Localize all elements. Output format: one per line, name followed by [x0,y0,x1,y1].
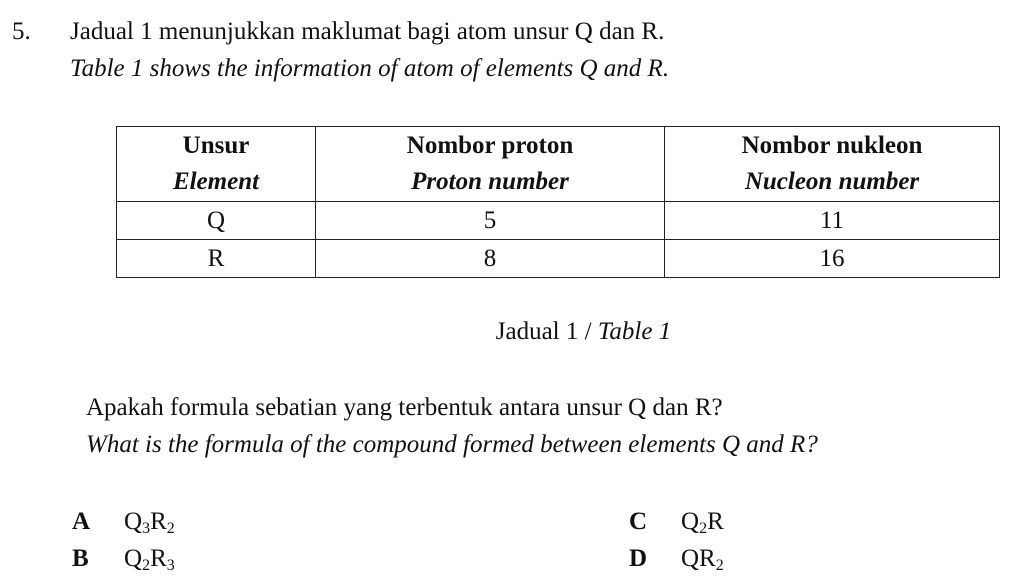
header-nucleon-malay: Nombor nukleon [741,132,923,159]
header-proton-english: Proton number [411,168,569,195]
header-element-malay: Unsur [182,132,250,159]
cell-element: Q [117,202,316,240]
option-c-formula: $Q_2R$ [681,508,724,537]
option-b[interactable] [72,545,175,573]
option-b-formula: $Q_2R_3$ [124,545,175,574]
caption-english: Table 1 [597,318,672,345]
option-c[interactable] [629,508,724,536]
header-nucleon-english: Nucleon number [744,168,920,195]
header-element-english: Element [172,168,260,195]
header-element [117,127,316,202]
option-d-letter: D [629,545,648,572]
header-proton-number [316,127,665,202]
option-a-letter: A [72,508,91,535]
question-number: 5. [12,18,31,45]
caption-malay: Jadual 1 [495,318,579,345]
cell-nucleon-number: 16 [665,240,1000,278]
cell-proton-number: 8 [316,240,665,278]
prompt-english: What is the formula of the compound formed between elements Q and R? [86,431,818,458]
cell-element: R [117,240,316,278]
table-caption [0,318,1020,346]
table-header-row [117,127,1000,202]
cell-proton-number: 5 [316,202,665,240]
option-d-formula: $QR_2$ [681,545,724,574]
element-info-table [116,126,1000,278]
caption-separator: / [584,318,592,345]
option-c-letter: C [629,508,648,535]
header-proton-malay: Nombor proton [406,132,574,159]
header-nucleon-number [665,127,1000,202]
table-row [117,240,1000,278]
question-stem-english: Table 1 shows the information of atom of elements Q and R. [70,55,670,82]
option-a[interactable] [72,508,175,536]
question-stem-malay: Jadual 1 menunjukkan maklumat bagi atom unsur Q dan R. [70,18,665,45]
option-a-formula: $Q_3R_2$ [124,508,175,537]
table-row [117,202,1000,240]
option-b-letter: B [72,545,89,572]
option-d[interactable] [629,545,724,573]
cell-nucleon-number: 11 [665,202,1000,240]
prompt-malay: Apakah formula sebatian yang terbentuk antara unsur Q dan R? [86,394,723,421]
